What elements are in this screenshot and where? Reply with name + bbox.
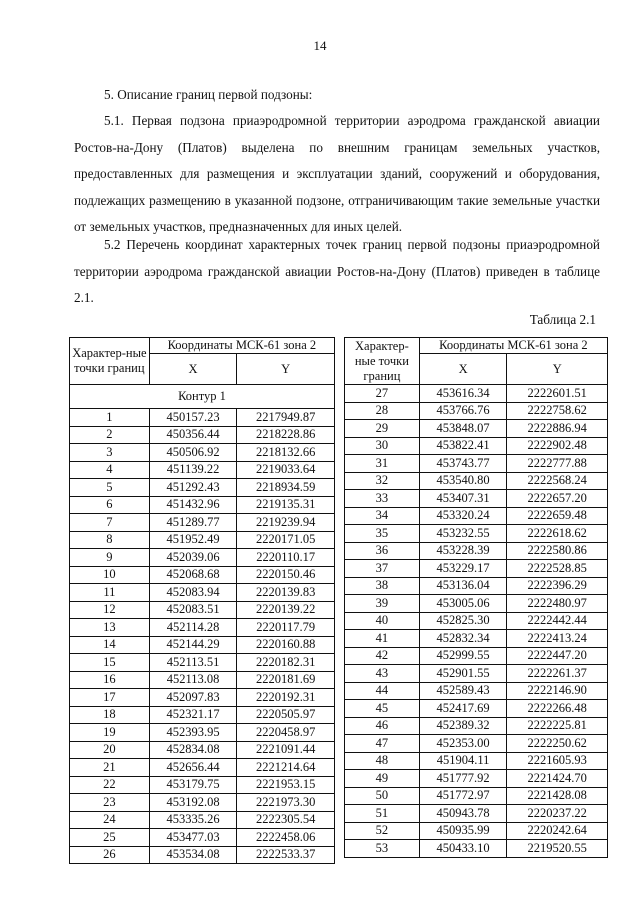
point-number-cell: 10 — [70, 566, 150, 584]
y-coordinate-cell: 2219135.31 — [237, 496, 335, 514]
y-coordinate-cell: 2222225.81 — [507, 717, 608, 735]
y-coordinate-cell: 2220150.46 — [237, 566, 335, 584]
table-row — [70, 671, 335, 689]
point-number-cell: 26 — [70, 846, 150, 864]
page-number: 14 — [313, 38, 327, 53]
table-row — [345, 717, 608, 735]
x-coordinate-cell: 452417.69 — [419, 700, 507, 718]
point-number-cell: 34 — [345, 507, 420, 525]
y-coordinate-cell: 2222902.48 — [507, 437, 608, 455]
table-row — [345, 840, 608, 858]
y-coordinate-cell: 2222568.24 — [507, 472, 608, 490]
point-number-cell: 43 — [345, 665, 420, 683]
point-number-cell: 28 — [345, 402, 420, 420]
table-row — [345, 507, 608, 525]
point-number-cell: 50 — [345, 787, 420, 805]
y-coordinate-cell: 2220160.88 — [237, 636, 335, 654]
table-row — [70, 531, 335, 549]
point-number-cell: 24 — [70, 811, 150, 829]
x-coordinate-cell: 452097.83 — [149, 689, 237, 707]
table-row — [70, 689, 335, 707]
y-coordinate-cell: 2222618.62 — [507, 525, 608, 543]
y-coordinate-cell: 2218228.86 — [237, 426, 335, 444]
table-row — [345, 822, 608, 840]
point-number-cell: 4 — [70, 461, 150, 479]
table-row — [70, 654, 335, 672]
table-row — [345, 402, 608, 420]
x-coordinate-cell: 453743.77 — [419, 455, 507, 473]
x-coordinate-cell: 453179.75 — [149, 776, 237, 794]
table-row — [345, 577, 608, 595]
point-number-cell: 39 — [345, 595, 420, 613]
table-row — [70, 426, 335, 444]
x-coordinate-cell: 453766.76 — [419, 402, 507, 420]
x-coordinate-cell: 452144.29 — [149, 636, 237, 654]
y-coordinate-cell: 2220110.17 — [237, 549, 335, 567]
point-number-cell: 13 — [70, 619, 150, 637]
y-coordinate-cell: 2219239.94 — [237, 514, 335, 532]
y-coordinate-cell: 2222261.37 — [507, 665, 608, 683]
table-row — [345, 665, 608, 683]
point-number-cell: 48 — [345, 752, 420, 770]
point-number-cell: 30 — [345, 437, 420, 455]
point-number-cell: 45 — [345, 700, 420, 718]
point-number-cell: 15 — [70, 654, 150, 672]
table-row — [70, 514, 335, 532]
point-number-cell: 8 — [70, 531, 150, 549]
table-row — [345, 787, 608, 805]
point-number-cell: 51 — [345, 805, 420, 823]
paragraph-5-1: 5.1. Первая подзона приаэродромной территории аэродрома гражданской авиации Ростов-на-Дону (Платов) выделена по внешним границам земельных участков, предоставленных для размещения и эксплуатации зданий, сооружений и оборудования, подлежащих размещению в указанной подзоне, отграничивающим такие земельные участки от земельных участков, предназначенных для иных целей. — [74, 113, 600, 234]
table-row — [70, 829, 335, 847]
x-coordinate-cell: 450943.78 — [419, 805, 507, 823]
y-column-header: Y — [237, 354, 335, 385]
x-coordinate-cell: 452113.51 — [149, 654, 237, 672]
x-coordinate-cell: 453848.07 — [419, 420, 507, 438]
point-number-cell: 40 — [345, 612, 420, 630]
x-coordinate-cell: 452389.32 — [419, 717, 507, 735]
point-number-cell: 27 — [345, 385, 420, 403]
table-row — [345, 472, 608, 490]
point-number-cell: 19 — [70, 724, 150, 742]
point-number-cell: 12 — [70, 601, 150, 619]
point-number-cell: 44 — [345, 682, 420, 700]
y-coordinate-cell: 2222601.51 — [507, 385, 608, 403]
point-number-cell: 38 — [345, 577, 420, 595]
table-row — [345, 560, 608, 578]
x-coordinate-cell: 452825.30 — [419, 612, 507, 630]
coordinates-table-left — [69, 337, 335, 864]
table-row — [70, 794, 335, 812]
table-caption: Таблица 2.1 — [529, 312, 596, 327]
y-coordinate-cell: 2220139.83 — [237, 584, 335, 602]
point-number-cell: 9 — [70, 549, 150, 567]
table-row — [70, 811, 335, 829]
y-column-header: Y — [507, 354, 608, 385]
point-number-cell: 32 — [345, 472, 420, 490]
x-coordinate-cell: 453477.03 — [149, 829, 237, 847]
y-coordinate-cell: 2222447.20 — [507, 647, 608, 665]
x-column-header: X — [149, 354, 237, 385]
y-coordinate-cell: 2222442.44 — [507, 612, 608, 630]
table-row — [345, 805, 608, 823]
table-row — [70, 741, 335, 759]
y-coordinate-cell: 2220242.64 — [507, 822, 608, 840]
point-number-cell: 17 — [70, 689, 150, 707]
table-row — [70, 409, 335, 427]
y-coordinate-cell: 2222480.97 — [507, 595, 608, 613]
y-coordinate-cell: 2222580.86 — [507, 542, 608, 560]
point-number-cell: 21 — [70, 759, 150, 777]
paragraph-5-2: 5.2 Перечень координат характерных точек границ первой подзоны приаэродромной территории аэродрома гражданской авиации Ростов-на-Дону (Платов) приведен в таблице 2.1. — [74, 237, 600, 305]
point-number-cell: 5 — [70, 479, 150, 497]
point-number-cell: 52 — [345, 822, 420, 840]
y-coordinate-cell: 2222458.06 — [237, 829, 335, 847]
x-coordinate-cell: 452083.51 — [149, 601, 237, 619]
table-row — [70, 584, 335, 602]
x-coordinate-cell: 452901.55 — [419, 665, 507, 683]
x-coordinate-cell: 452113.08 — [149, 671, 237, 689]
y-coordinate-cell: 2219033.64 — [237, 461, 335, 479]
point-number-cell: 42 — [345, 647, 420, 665]
x-coordinate-cell: 453229.17 — [419, 560, 507, 578]
x-coordinate-cell: 453540.80 — [419, 472, 507, 490]
table-row — [70, 566, 335, 584]
x-coordinate-cell: 450433.10 — [419, 840, 507, 858]
y-coordinate-cell: 2220505.97 — [237, 706, 335, 724]
x-coordinate-cell: 452039.06 — [149, 549, 237, 567]
table-row — [70, 601, 335, 619]
y-coordinate-cell: 2222266.48 — [507, 700, 608, 718]
points-column-header: Характер-ные точки границ — [345, 338, 420, 385]
table-row — [345, 420, 608, 438]
point-number-cell: 53 — [345, 840, 420, 858]
y-coordinate-cell: 2220192.31 — [237, 689, 335, 707]
x-coordinate-cell: 451904.11 — [419, 752, 507, 770]
table-row — [70, 619, 335, 637]
y-coordinate-cell: 2221953.15 — [237, 776, 335, 794]
table-row — [345, 542, 608, 560]
y-coordinate-cell: 2222250.62 — [507, 735, 608, 753]
x-coordinate-cell: 452114.28 — [149, 619, 237, 637]
x-coordinate-cell: 452068.68 — [149, 566, 237, 584]
y-coordinate-cell: 2220458.97 — [237, 724, 335, 742]
y-coordinate-cell: 2220139.22 — [237, 601, 335, 619]
y-coordinate-cell: 2220171.05 — [237, 531, 335, 549]
points-column-header: Характер-ные точки границ — [70, 338, 150, 385]
y-coordinate-cell: 2222758.62 — [507, 402, 608, 420]
point-number-cell: 22 — [70, 776, 150, 794]
table-row — [70, 724, 335, 742]
table-row — [70, 776, 335, 794]
x-coordinate-cell: 451772.97 — [419, 787, 507, 805]
y-coordinate-cell: 2221428.08 — [507, 787, 608, 805]
x-coordinate-cell: 453228.39 — [419, 542, 507, 560]
y-coordinate-cell: 2222657.20 — [507, 490, 608, 508]
point-number-cell: 18 — [70, 706, 150, 724]
table-row — [345, 700, 608, 718]
point-number-cell: 35 — [345, 525, 420, 543]
x-coordinate-cell: 452083.94 — [149, 584, 237, 602]
y-coordinate-cell: 2221973.30 — [237, 794, 335, 812]
point-number-cell: 31 — [345, 455, 420, 473]
x-coordinate-cell: 452353.00 — [419, 735, 507, 753]
table-row — [345, 770, 608, 788]
y-coordinate-cell: 2222305.54 — [237, 811, 335, 829]
point-number-cell: 3 — [70, 444, 150, 462]
table-row — [70, 479, 335, 497]
table-row — [345, 630, 608, 648]
point-number-cell: 7 — [70, 514, 150, 532]
x-coordinate-cell: 450157.23 — [149, 409, 237, 427]
x-coordinate-cell: 453822.41 — [419, 437, 507, 455]
point-number-cell: 33 — [345, 490, 420, 508]
table-row — [345, 385, 608, 403]
y-coordinate-cell: 2222659.48 — [507, 507, 608, 525]
table-row — [345, 455, 608, 473]
point-number-cell: 23 — [70, 794, 150, 812]
x-coordinate-cell: 451432.96 — [149, 496, 237, 514]
y-coordinate-cell: 2222396.29 — [507, 577, 608, 595]
y-coordinate-cell: 2222528.85 — [507, 560, 608, 578]
x-coordinate-cell: 452832.34 — [419, 630, 507, 648]
table-row — [345, 595, 608, 613]
x-coordinate-cell: 451289.77 — [149, 514, 237, 532]
point-number-cell: 14 — [70, 636, 150, 654]
x-coordinate-cell: 451777.92 — [419, 770, 507, 788]
table-row — [345, 735, 608, 753]
point-number-cell: 1 — [70, 409, 150, 427]
x-coordinate-cell: 452321.17 — [149, 706, 237, 724]
point-number-cell: 46 — [345, 717, 420, 735]
point-number-cell: 11 — [70, 584, 150, 602]
y-coordinate-cell: 2220237.22 — [507, 805, 608, 823]
y-coordinate-cell: 2221605.93 — [507, 752, 608, 770]
y-coordinate-cell: 2220182.31 — [237, 654, 335, 672]
x-coordinate-cell: 450356.44 — [149, 426, 237, 444]
table-row — [345, 437, 608, 455]
table-row — [70, 759, 335, 777]
table-row — [70, 636, 335, 654]
y-coordinate-cell: 2221091.44 — [237, 741, 335, 759]
x-coordinate-cell: 453616.34 — [419, 385, 507, 403]
y-coordinate-cell: 2222413.24 — [507, 630, 608, 648]
x-coordinate-cell: 453320.24 — [419, 507, 507, 525]
point-number-cell: 37 — [345, 560, 420, 578]
point-number-cell: 47 — [345, 735, 420, 753]
y-coordinate-cell: 2222533.37 — [237, 846, 335, 864]
y-coordinate-cell: 2220117.79 — [237, 619, 335, 637]
section-heading: 5. Описание границ первой подзоны: — [104, 87, 313, 102]
point-number-cell: 25 — [70, 829, 150, 847]
x-coordinate-cell: 453136.04 — [419, 577, 507, 595]
x-coordinate-cell: 453232.55 — [419, 525, 507, 543]
x-coordinate-cell: 452656.44 — [149, 759, 237, 777]
y-coordinate-cell: 2221214.64 — [237, 759, 335, 777]
coordinates-table-right — [344, 337, 608, 858]
y-coordinate-cell: 2217949.87 — [237, 409, 335, 427]
y-coordinate-cell: 2219520.55 — [507, 840, 608, 858]
x-coordinate-cell: 453005.06 — [419, 595, 507, 613]
point-number-cell: 20 — [70, 741, 150, 759]
x-coordinate-cell: 452999.55 — [419, 647, 507, 665]
x-coordinate-cell: 450506.92 — [149, 444, 237, 462]
y-coordinate-cell: 2222886.94 — [507, 420, 608, 438]
point-number-cell: 6 — [70, 496, 150, 514]
point-number-cell: 16 — [70, 671, 150, 689]
x-coordinate-cell: 451952.49 — [149, 531, 237, 549]
x-coordinate-cell: 452589.43 — [419, 682, 507, 700]
point-number-cell: 36 — [345, 542, 420, 560]
x-coordinate-cell: 453534.08 — [149, 846, 237, 864]
x-coordinate-cell: 453335.26 — [149, 811, 237, 829]
y-coordinate-cell: 2220181.69 — [237, 671, 335, 689]
y-coordinate-cell: 2222146.90 — [507, 682, 608, 700]
table-row — [345, 612, 608, 630]
y-coordinate-cell: 2222777.88 — [507, 455, 608, 473]
point-number-cell: 41 — [345, 630, 420, 648]
contour-label: Контур 1 — [70, 385, 335, 409]
y-coordinate-cell: 2218132.66 — [237, 444, 335, 462]
x-coordinate-cell: 453192.08 — [149, 794, 237, 812]
coordinates-column-header: Координаты МСК-61 зона 2 — [419, 338, 607, 354]
table-row — [345, 752, 608, 770]
table-row — [70, 461, 335, 479]
x-column-header: X — [419, 354, 507, 385]
x-coordinate-cell: 450935.99 — [419, 822, 507, 840]
y-coordinate-cell: 2221424.70 — [507, 770, 608, 788]
table-row — [70, 846, 335, 864]
x-coordinate-cell: 453407.31 — [419, 490, 507, 508]
x-coordinate-cell: 451139.22 — [149, 461, 237, 479]
table-row — [70, 706, 335, 724]
x-coordinate-cell: 452393.95 — [149, 724, 237, 742]
table-row — [345, 490, 608, 508]
table-row — [70, 444, 335, 462]
point-number-cell: 49 — [345, 770, 420, 788]
x-coordinate-cell: 452834.08 — [149, 741, 237, 759]
x-coordinate-cell: 451292.43 — [149, 479, 237, 497]
table-row — [345, 647, 608, 665]
point-number-cell: 2 — [70, 426, 150, 444]
point-number-cell: 29 — [345, 420, 420, 438]
y-coordinate-cell: 2218934.59 — [237, 479, 335, 497]
table-row — [70, 496, 335, 514]
table-row — [345, 682, 608, 700]
table-row — [70, 549, 335, 567]
table-row — [345, 525, 608, 543]
coordinates-column-header: Координаты МСК-61 зона 2 — [149, 338, 334, 354]
